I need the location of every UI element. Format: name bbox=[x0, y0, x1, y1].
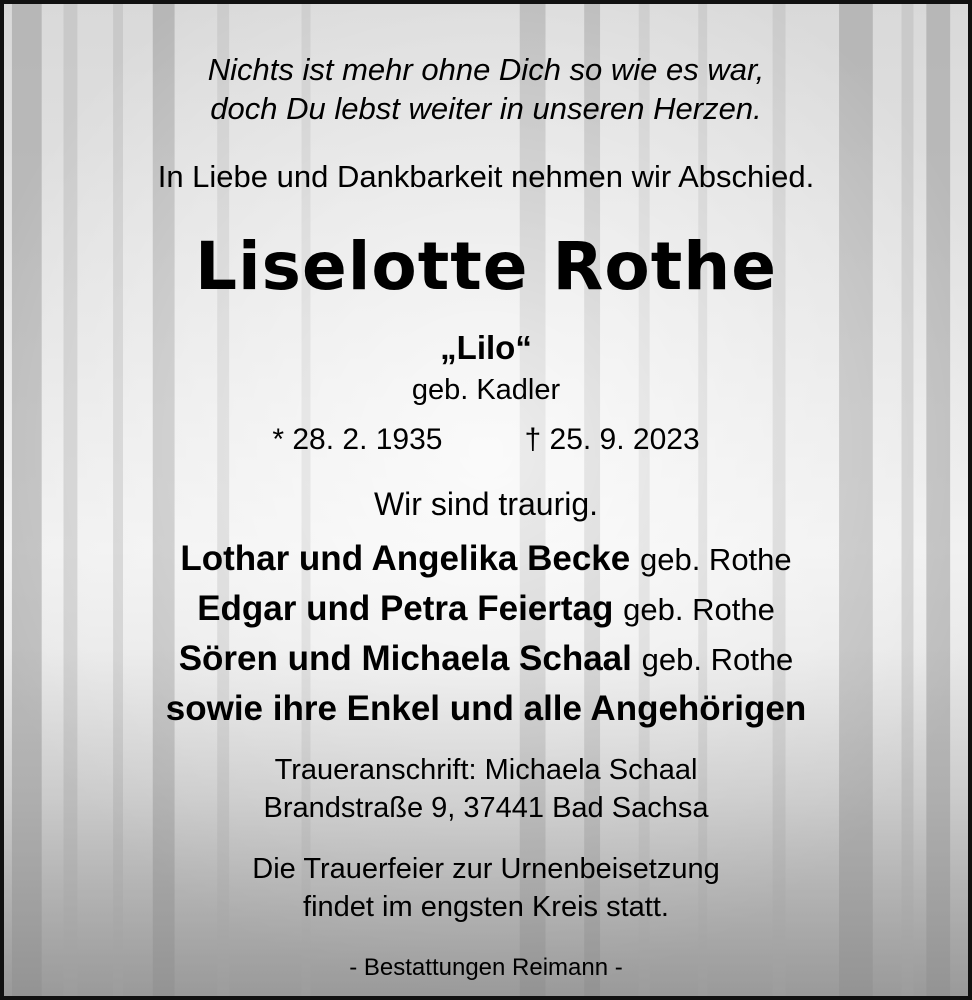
deceased-nickname: „Lilo“ bbox=[440, 329, 532, 366]
birth-date: * 28. 2. 1935 bbox=[272, 423, 443, 456]
family-suffix: geb. Rothe bbox=[623, 592, 775, 627]
family-suffix: geb. Rothe bbox=[641, 642, 794, 677]
quote-line-1: Nichts ist mehr ohne Dich so wie es war, bbox=[207, 52, 765, 87]
family-names: sowie ihre Enkel und alle Angehörigen bbox=[165, 689, 807, 728]
family-line-3 bbox=[4, 641, 968, 676]
intro-text: In Liebe und Dankbarkeit nehmen wir Abschied. bbox=[157, 159, 815, 194]
family-line-2 bbox=[4, 591, 968, 626]
service-line-1: Die Trauerfeier zur Urnenbeisetzung bbox=[252, 853, 720, 885]
family-names: Lothar und Angelika Becke bbox=[180, 539, 631, 578]
quote-line-2: doch Du lebst weiter in unseren Herzen. bbox=[210, 91, 762, 126]
deceased-name: Liselotte Rothe bbox=[195, 228, 777, 305]
deceased-maiden-name: geb. Kadler bbox=[411, 374, 561, 406]
death-date: † 25. 9. 2023 bbox=[524, 423, 700, 456]
family-line-4 bbox=[4, 691, 968, 726]
family-names: Sören und Michaela Schaal bbox=[178, 639, 632, 678]
family-line-1 bbox=[4, 541, 968, 576]
address-line-2: Brandstraße 9, 37441 Bad Sachsa bbox=[263, 792, 709, 824]
undertaker-name: - Bestattungen Reimann - bbox=[349, 954, 623, 981]
family-names: Edgar und Petra Feiertag bbox=[197, 589, 614, 628]
address-line-1: Traueranschrift: Michaela Schaal bbox=[274, 754, 698, 786]
service-line-2: findet im engsten Kreis statt. bbox=[303, 891, 669, 923]
mourning-line: Wir sind traurig. bbox=[373, 486, 599, 522]
family-suffix: geb. Rothe bbox=[639, 542, 792, 577]
life-dates bbox=[4, 425, 968, 455]
notice-content bbox=[4, 4, 968, 996]
